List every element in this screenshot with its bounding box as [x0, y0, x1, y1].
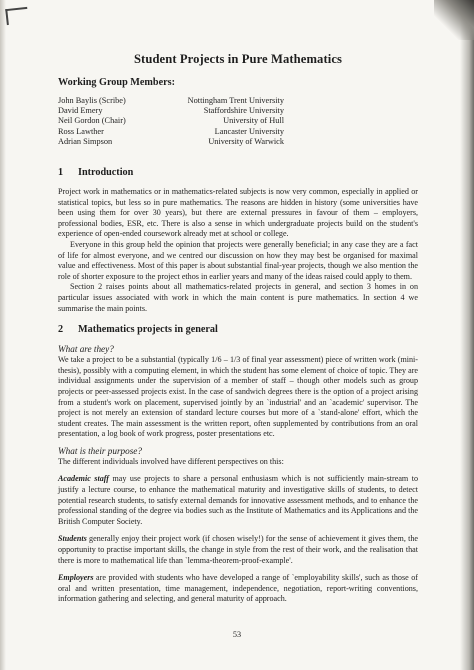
member-name: Ross Lawther — [58, 126, 104, 136]
employers-paragraph — [58, 573, 418, 605]
member-institution: Staffordshire University — [203, 106, 284, 116]
subheading-what-are-they: What are they? — [58, 344, 114, 355]
purpose-intro: The different individuals involved have different perspectives on this: — [58, 456, 284, 466]
member-name: David Emery — [58, 106, 103, 116]
staff-text: may use projects to share a personal enthusiasm which is not sufficiently main-stream to justify a lecture course, to enhance the mathematical maturity and investigative skills of students, to detect potential research students, to satisfy external demands for innovative assessment methods, and to enhance the professional standing of the degree via bodies such as the Institute of Mathematics and its Applications and the British Computer Society. — [58, 474, 418, 526]
students-paragraph — [58, 534, 418, 566]
students-text: generally enjoy their project work (if chosen wisely!) for the sense of achievement it gives them, the opportunity to practise important skills, the change in style from the rest of their work, and the realisation that there is more to mathematical life than `lemma-theorem-proof-example'. — [58, 534, 418, 565]
employers-lead: Employers — [58, 573, 94, 583]
section-number: 1 — [58, 167, 64, 179]
paper-title: Student Projects in Pure Mathematics — [133, 52, 343, 66]
staff-lead: Academic staff — [58, 474, 109, 484]
section-number: 2 — [58, 324, 64, 336]
member-name: Adrian Simpson — [58, 136, 113, 146]
scan-corner-shadow — [434, 0, 474, 40]
member-name: Neil Gordon (Chair) — [58, 116, 126, 126]
section-title: Mathematics projects in general — [78, 324, 218, 336]
member-institution: Nottingham Trent University — [187, 96, 284, 105]
what-paragraph: We take a project to be a substantial (typically 1/6 – 1/3 of final year assessment) piece of written work (mini-thesis), possibly with a computing element, in which the student has some element of choice of topic. They are individual assignments under the supervision of a member of staff – though other models such as group projects or peer-assessed projects exist. In the case of sandwich degrees there is the option of a project arising from a student's work on placement, supervised jointly by an `industrial' and an `academic' supervisor. The project is not merely an extension of standard lecture courses but more of a `stand-alone' effort, which the student creates. The main assessment is the written report, often supplemented by contributions from an oral presentation, a log book of work progress, poster presentations etc. — [58, 355, 418, 439]
section-title: Introduction — [78, 167, 134, 179]
member-institution: Lancaster University — [214, 126, 284, 136]
students-lead: Students — [58, 534, 87, 544]
section-heading-general — [58, 324, 418, 335]
member-institution: University of Warwick — [208, 136, 284, 146]
staff-paragraph — [58, 474, 418, 527]
member-institution: University of Hull — [223, 116, 284, 126]
subheading-purpose: What is their purpose? — [58, 445, 142, 456]
intro-paragraph: Section 2 raises points about all mathematics-related projects in general, and section 3 homes in on particular issues associated with work in which the main content is pure mathematics. In section 4 we summarise the main points. — [58, 282, 418, 313]
member-name: John Baylis (Scribe) — [58, 96, 126, 105]
corner-mark — [5, 7, 29, 25]
working-group-heading: Working Group Members: — [58, 77, 175, 88]
paper-content — [58, 52, 418, 605]
scan-left-edge — [0, 0, 6, 670]
intro-paragraph: Project work in mathematics or in mathematics-related subjects is now very common, especially in applied or statistical topics, but less so in pure mathematics. The reasons are hidden in history (some universities have been using them for over 30 years), but there are external pressures in favour of them – employers, professional bodies, ESR, etc. There is also a sense in which undergraduate projects build on the student's experience of open-ended coursework already met at school or college. — [58, 187, 418, 239]
employers-text: are provided with students who have developed a range of `employability skills', such as those of oral and written presentation, time management, independence, negotiation, report-writing conventions, information gathering and selecting, and general maturity of approach. — [58, 573, 418, 604]
members-list — [58, 96, 418, 147]
scan-right-edge — [460, 0, 474, 670]
page-number: 53 — [232, 630, 242, 639]
section-heading-introduction — [58, 167, 418, 178]
intro-paragraph: Everyone in this group held the opinion that projects were generally beneficial; in any case they are a fact of life for almost everyone, and we centred our discussion on how they may best be organised for maximal value and effectiveness. Most of this paper is about substantial final-year projects, though we also mention the role of shorter exposure to the project ethos in earlier years and many of the ideas raised could apply to them. — [58, 239, 418, 281]
